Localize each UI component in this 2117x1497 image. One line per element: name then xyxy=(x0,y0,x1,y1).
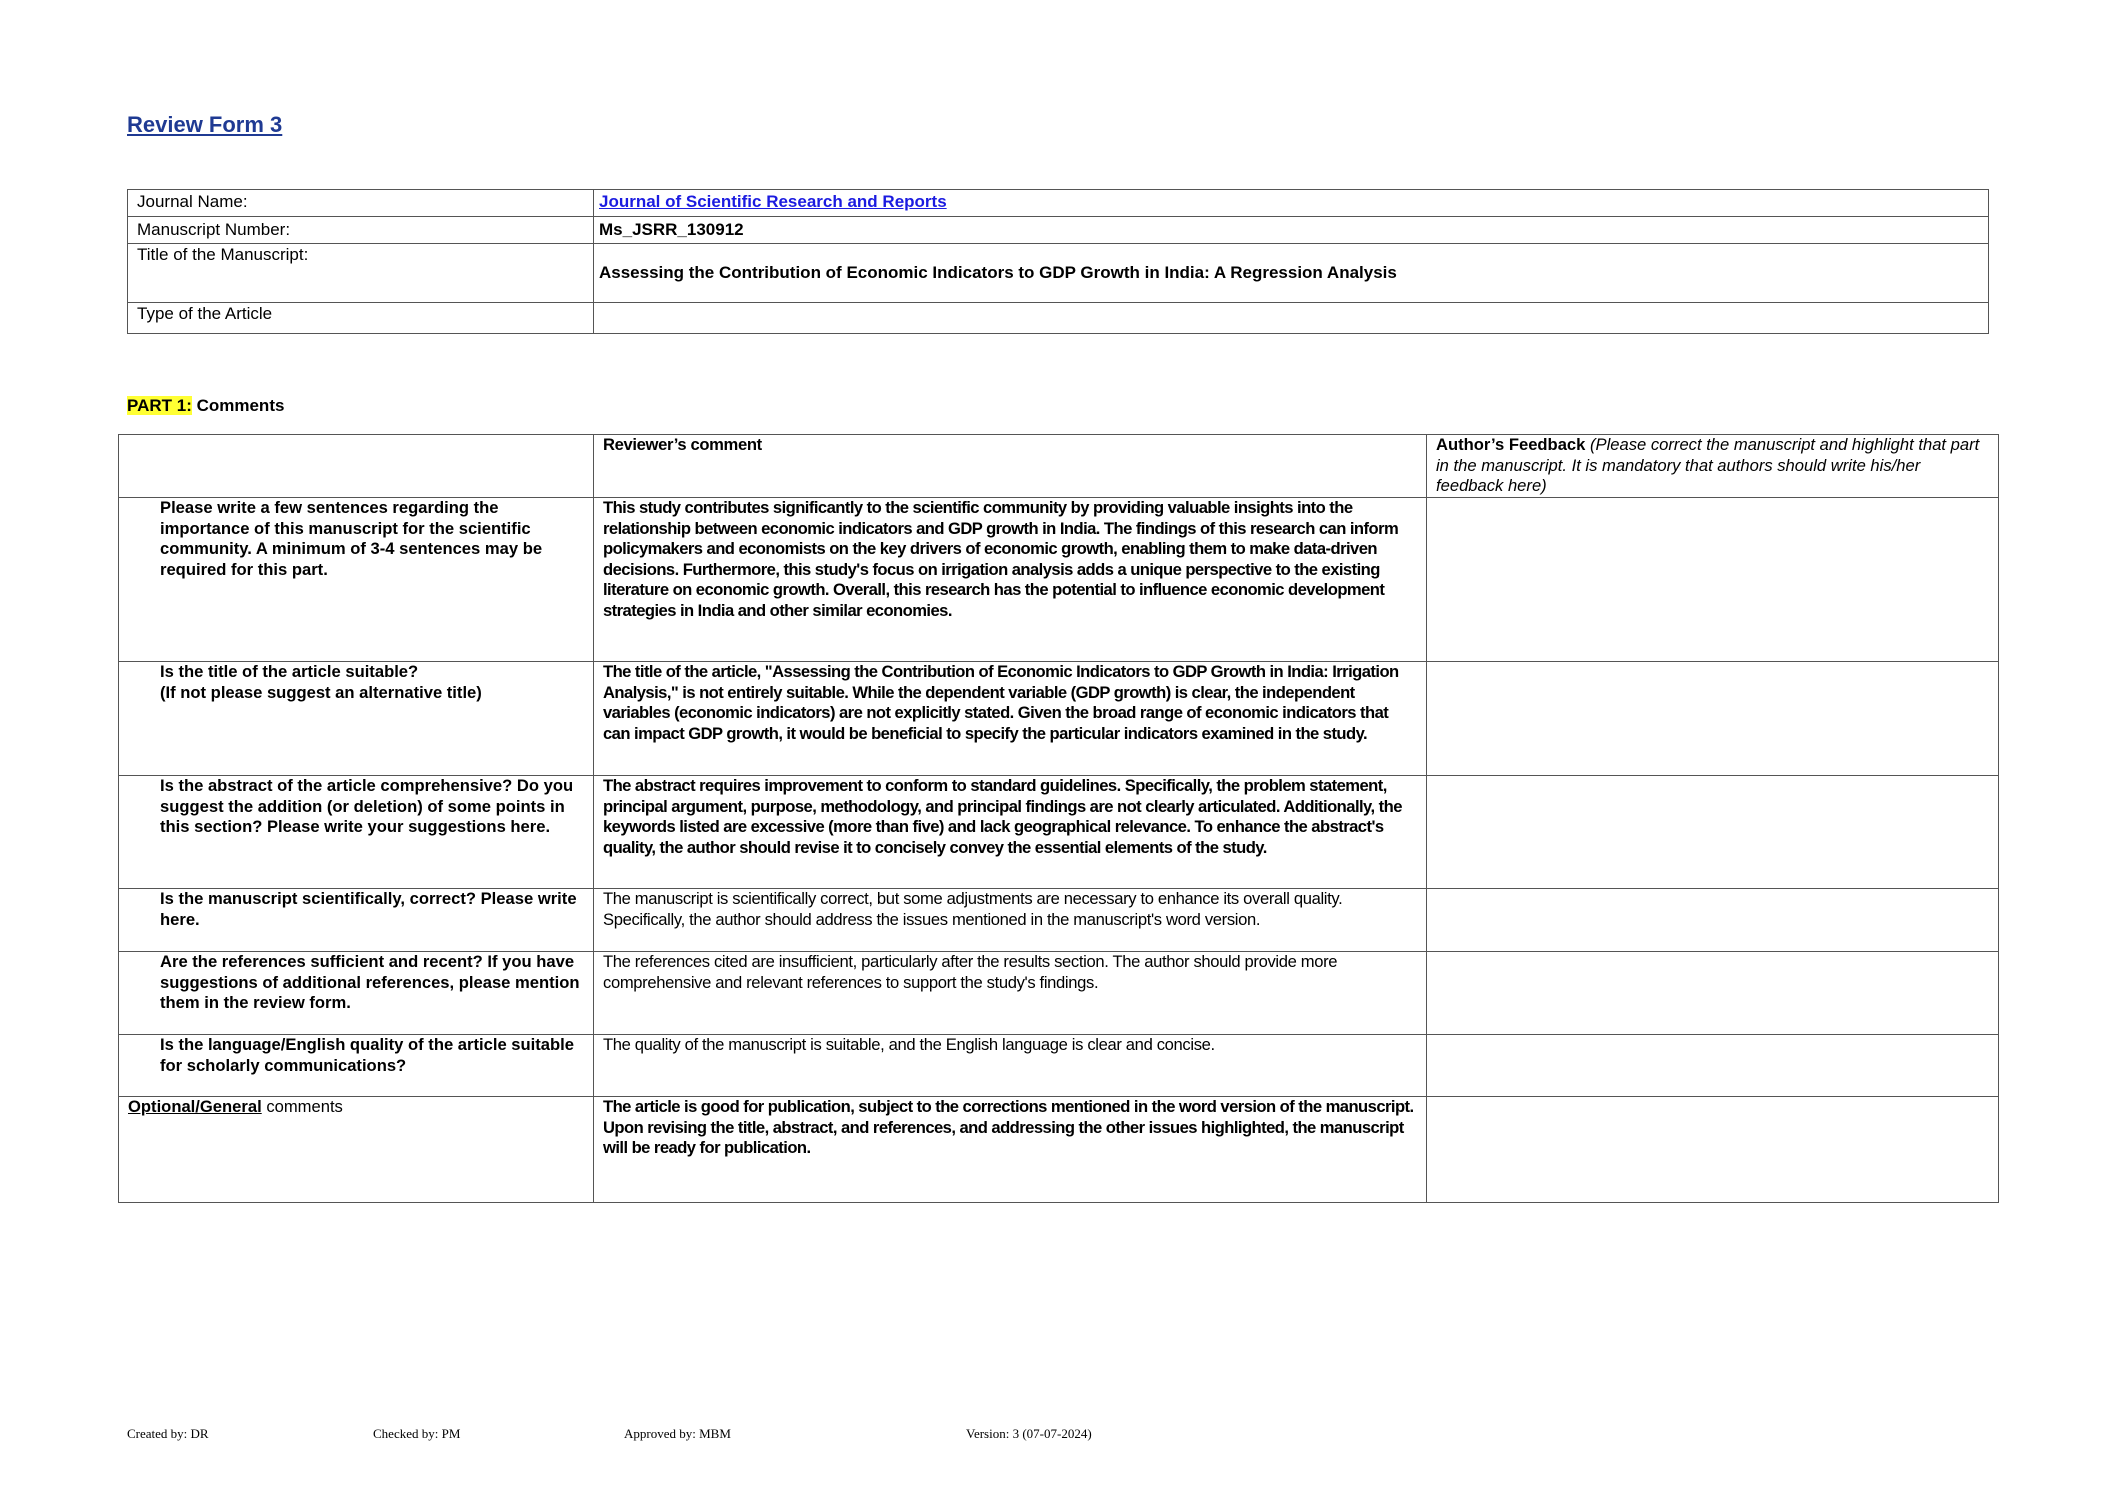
comments-header-row xyxy=(119,435,1999,498)
comments-table xyxy=(118,434,1999,1203)
author-feedback-title-row[interactable] xyxy=(1427,662,1999,776)
author-feedback-abstract[interactable] xyxy=(1427,776,1999,889)
question-title xyxy=(119,662,594,776)
part-1-label: PART 1: xyxy=(127,396,192,415)
journal-name-link[interactable]: Journal of Scientific Research and Reports xyxy=(599,192,947,211)
comment-row-optional xyxy=(119,1097,1999,1203)
journal-value-cell xyxy=(594,190,1989,217)
reviewer-comment-importance: This study contributes significantly to the scientific community by providing valuable insights into the relationship between economic indicators and GDP growth in India. The findings of this research can inform policymakers and economists on the key drivers of economic growth, enabling them to make data-driven decisions. Furthermore, this study's focus on irrigation analysis adds a unique perspective to the existing literature on economic growth. Overall, this research has the potential to influence economic development strategies in India and other similar economies. xyxy=(594,498,1427,662)
footer-created-by: Created by: DR xyxy=(127,1426,209,1441)
author-feedback-title: Author’s Feedback xyxy=(1436,435,1586,454)
author-feedback-references[interactable] xyxy=(1427,952,1999,1035)
reviewer-comment-title: The title of the article, "Assessing the Contribution of Economic Indicators to GDP Growth in India: Irrigation Analysis," is not entirely suitable. While the dependent variable (GDP growth) is clear, the independent variables (economic indicators) are not explicitly stated. Given the broad range of economic indicators that can impact GDP growth, it would be beneficial to specify the particular indicators examined in the study. xyxy=(594,662,1427,776)
manuscript-number-row xyxy=(128,217,1989,244)
author-feedback-optional[interactable] xyxy=(1427,1097,1999,1203)
comment-row-language xyxy=(119,1035,1999,1097)
reviewer-comment-scientific: The manuscript is scientifically correct, but some adjustments are necessary to enhance its overall quality. Specifically, the author should address the issues mentioned in the manuscript's word version. xyxy=(594,889,1427,952)
article-type-label: Type of the Article xyxy=(128,303,594,334)
comment-row-references xyxy=(119,952,1999,1035)
question-importance: Please write a few sentences regarding the importance of this manuscript for the scientific community. A minimum of 3-4 sentences may be required for this part. xyxy=(119,498,594,662)
question-scientific: Is the manuscript scientifically, correct? Please write here. xyxy=(119,889,594,952)
article-type-row xyxy=(128,303,1989,334)
optional-general-underlined: Optional/General xyxy=(128,1097,262,1116)
footer-version: Version: 3 (07-07-2024) xyxy=(966,1426,1092,1441)
author-feedback-scientific[interactable] xyxy=(1427,889,1999,952)
author-feedback-importance[interactable] xyxy=(1427,498,1999,662)
part-1-title: Comments xyxy=(191,396,285,415)
form-title: Review Form 3 xyxy=(127,112,283,137)
journal-label: Journal Name: xyxy=(128,190,594,217)
header-blank-cell xyxy=(119,435,594,498)
manuscript-info-table xyxy=(127,189,1989,334)
optional-general-label xyxy=(119,1097,594,1203)
author-feedback-instructions: (Please correct the manuscript and highlight that part in the manuscript. It is mandatory that authors should write his/her feedback here) xyxy=(1436,435,1980,495)
comment-row-scientific xyxy=(119,889,1999,952)
optional-general-rest: comments xyxy=(261,1097,343,1116)
footer-approved-by: Approved by: MBM xyxy=(624,1426,731,1441)
question-title-line2: (If not please suggest an alternative title) xyxy=(160,682,482,702)
comment-row-title xyxy=(119,662,1999,776)
reviewer-comment-optional: The article is good for publication, subject to the corrections mentioned in the word version of the manuscript. Upon revising the title, abstract, and references, and addressing the other issues highlighted, the manuscript will be ready for publication. xyxy=(594,1097,1427,1203)
reviewer-comment-references: The references cited are insufficient, particularly after the results section. The author should provide more comprehensive and relevant references to support the study's findings. xyxy=(594,952,1427,1035)
question-references: Are the references sufficient and recent? If you have suggestions of additional references, please mention them in the review form. xyxy=(119,952,594,1035)
author-feedback-language[interactable] xyxy=(1427,1035,1999,1097)
manuscript-title-label: Title of the Manuscript: xyxy=(128,244,594,303)
manuscript-number-value: Ms_JSRR_130912 xyxy=(594,217,1989,244)
journal-row xyxy=(128,190,1989,217)
question-title-line1: Is the title of the article suitable? xyxy=(160,662,419,681)
comment-row-importance xyxy=(119,498,1999,662)
manuscript-number-label: Manuscript Number: xyxy=(128,217,594,244)
comment-row-abstract xyxy=(119,776,1999,889)
reviewer-comment-header: Reviewer’s comment xyxy=(594,435,1427,498)
question-language: Is the language/English quality of the article suitable for scholarly communications? xyxy=(119,1035,594,1097)
manuscript-title-row xyxy=(128,244,1989,303)
question-abstract: Is the abstract of the article comprehensive? Do you suggest the addition (or deletion) of some points in this section? Please write your suggestions here. xyxy=(119,776,594,889)
manuscript-title-value: Assessing the Contribution of Economic Indicators to GDP Growth in India: A Regression Analysis xyxy=(594,244,1989,303)
author-feedback-header xyxy=(1427,435,1999,498)
reviewer-comment-abstract: The abstract requires improvement to conform to standard guidelines. Specifically, the problem statement, principal argument, purpose, methodology, and principal findings are not clearly articulated. Additionally, the keywords listed are excessive (more than five) and lack geographical relevance. To enhance the abstract's quality, the author should revise it to concisely convey the essential elements of the study. xyxy=(594,776,1427,889)
part-1-heading xyxy=(127,396,284,416)
footer-checked-by: Checked by: PM xyxy=(373,1426,461,1441)
reviewer-comment-language: The quality of the manuscript is suitable, and the English language is clear and concise. xyxy=(594,1035,1427,1097)
article-type-value[interactable] xyxy=(594,303,1989,334)
